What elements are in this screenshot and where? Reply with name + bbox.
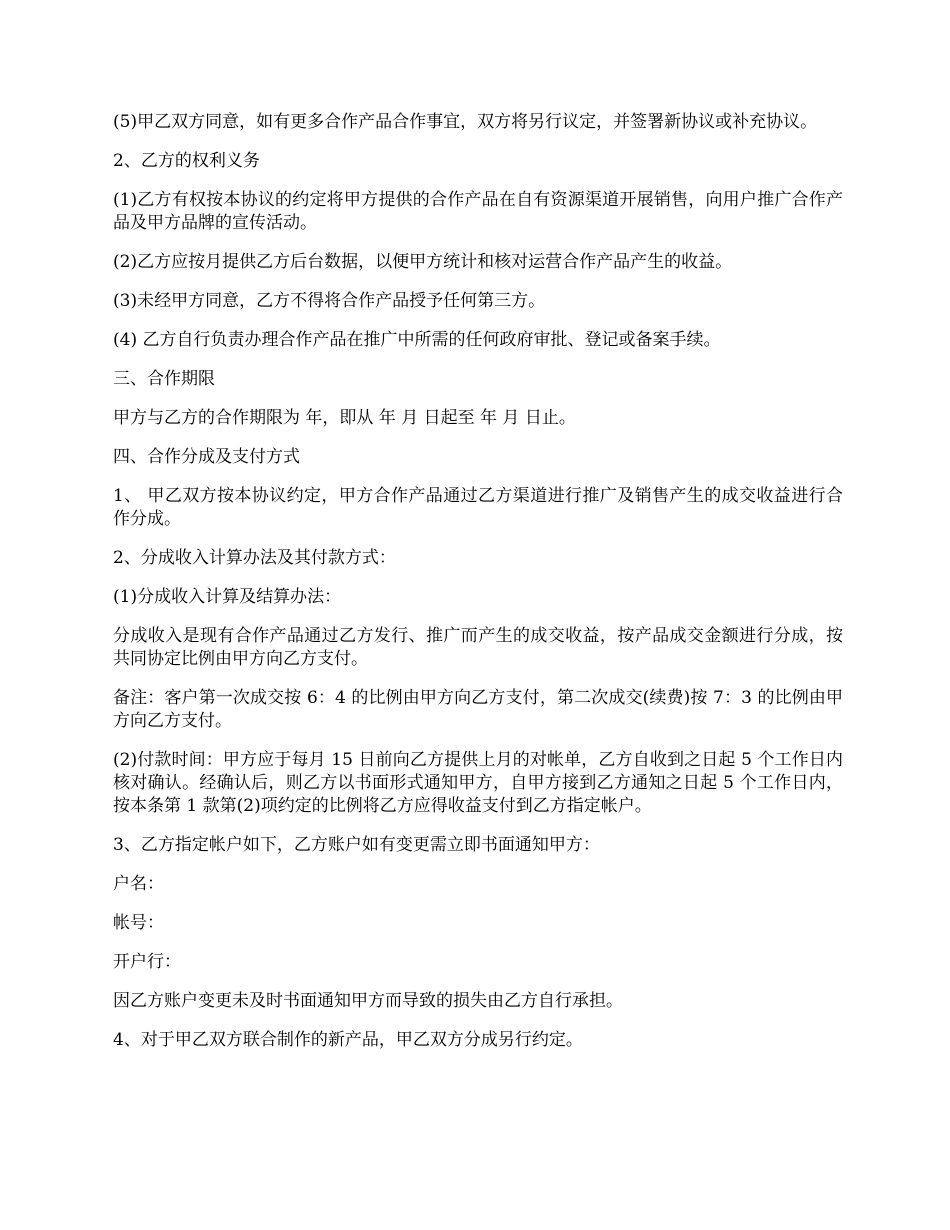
joint-product-clause-4: 4、对于甲乙双方联合制作的新产品，甲乙双方分成另行约定。	[113, 1030, 583, 1050]
revenue-clause-2-heading: 2、分成收入计算办法及其付款方式：	[113, 548, 396, 568]
section-term-heading: 三、合作期限	[113, 369, 215, 389]
section-party-b-rights-heading: 2、乙方的权利义务	[113, 151, 260, 171]
account-number-field: 帐号：	[113, 913, 164, 933]
account-change-liability: 因乙方账户变更未及时书面通知甲方而导致的损失由乙方自行承担。	[113, 991, 623, 1011]
revenue-calc-heading: (1)分成收入计算及结算办法：	[113, 587, 342, 607]
payment-time-text: (2)付款时间：甲方应于每月 15 日前向乙方提供上月的对帐单，乙方自收到之日起 5 个工作日内核对确认。经确认后，则乙方以书面形式通知甲方，自甲方接到乙方通知之日起 5 个工作日内，按本条第 1 款第(2)项约定的比例将乙方应得收益支付到乙方指定帐户。	[113, 750, 843, 816]
section-revenue-heading: 四、合作分成及支付方式	[113, 447, 300, 467]
revenue-calc-text: 分成收入是现有合作产品通过乙方发行、推广而产生的成交收益，按产品成交金额进行分成，按共同协定比例由甲方向乙方支付。	[113, 626, 843, 669]
account-clause-3: 3、乙方指定帐户如下，乙方账户如有变更需立即书面通知甲方：	[113, 835, 600, 855]
revenue-note: 备注：客户第一次成交按 6：4 的比例由甲方向乙方支付，第二次成交(续费)按 7：3 的比例由甲方向乙方支付。	[113, 688, 843, 731]
account-bank-field: 开户行：	[113, 952, 181, 972]
document-page	[113, 111, 843, 1068]
clause-5-more-products: (5)甲乙双方同意，如有更多合作产品合作事宜，双方将另行议定，并签署新协议或补充协议。	[113, 112, 818, 132]
term-period-text: 甲方与乙方的合作期限为 年，即从 年 月 日起至 年 月 日止。	[113, 408, 576, 428]
clause-3-no-third-party: (3)未经甲方同意，乙方不得将合作产品授予任何第三方。	[113, 291, 546, 311]
clause-4-approvals: (4) 乙方自行负责办理合作产品在推广中所需的任何政府审批、登记或备案手续。	[113, 330, 721, 350]
account-name-field: 户名：	[113, 874, 164, 894]
clause-1-sales-rights: (1)乙方有权按本协议的约定将甲方提供的合作产品在自有资源渠道开展销售，向用户推广合作产品及甲方品牌的宣传活动。	[113, 190, 843, 233]
clause-2-backend-data: (2)乙方应按月提供乙方后台数据，以便甲方统计和核对运营合作产品产生的收益。	[113, 252, 733, 272]
revenue-clause-1: 1、 甲乙双方按本协议约定，甲方合作产品通过乙方渠道进行推广及销售产生的成交收益进行合作分成。	[113, 486, 843, 529]
